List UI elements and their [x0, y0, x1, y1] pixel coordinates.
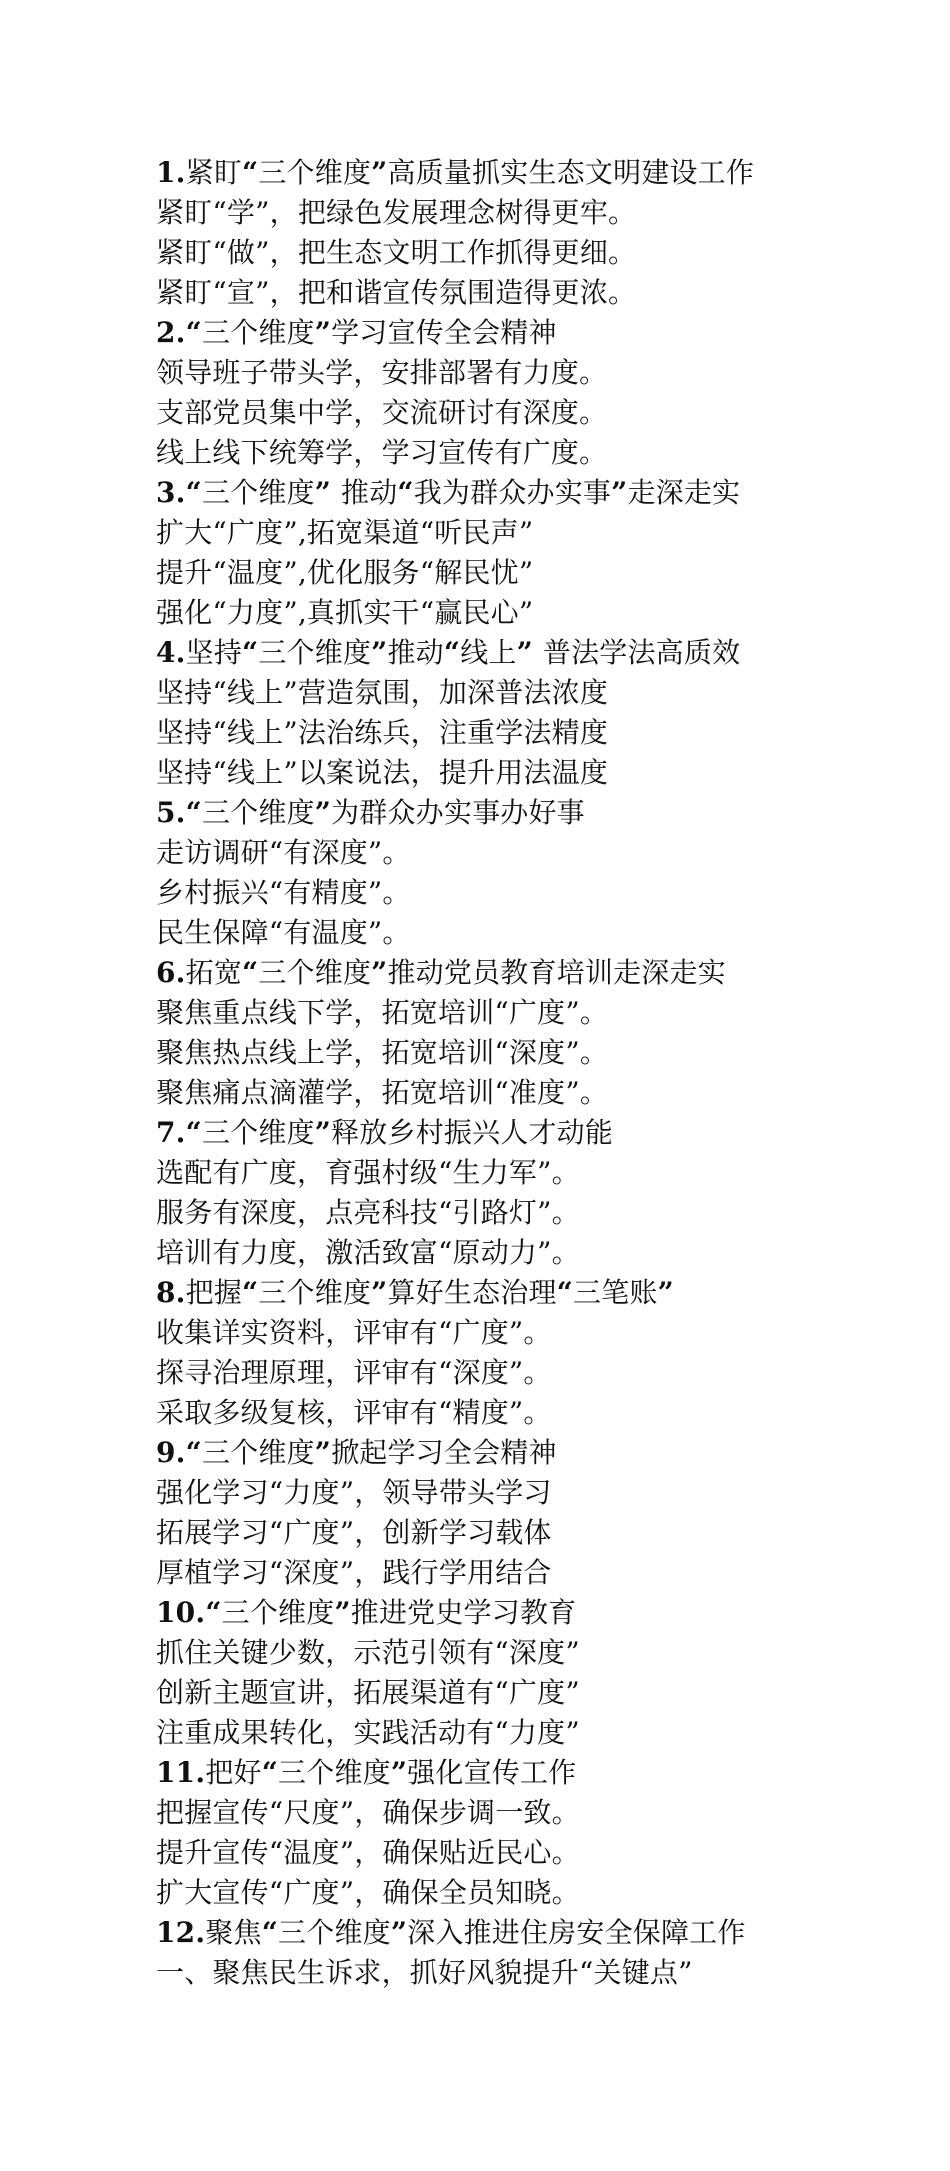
section-item: 探寻治理原理，评审有“深度”。	[156, 1356, 552, 1389]
heading-segment: ”	[371, 956, 388, 989]
heading-segment: 三个维度	[201, 316, 315, 349]
heading-segment: 6.	[156, 956, 186, 989]
section-heading	[156, 1753, 916, 1793]
heading-segment: 高质量抓实生态文明建设工作	[387, 156, 755, 189]
section-heading	[156, 1273, 916, 1313]
heading-segment: ”	[334, 1596, 351, 1629]
heading-segment: 学习宣传全会精神	[331, 316, 557, 349]
section-item: 坚持“线上”以案说法，提升用法温度	[156, 756, 609, 789]
section-item: 强化学习“力度”，领导带头学习	[156, 1476, 552, 1509]
section-item: 坚持“线上”法治练兵，注重学法精度	[156, 716, 609, 749]
heading-segment: 8.	[156, 1276, 186, 1309]
heading-segment: 三个维度	[258, 956, 372, 989]
section-item: 采取多级复核，评审有“精度”。	[156, 1396, 552, 1429]
heading-segment: 推动党员教育培训走深走实	[387, 956, 726, 989]
heading-segment: “	[397, 476, 414, 509]
section-heading	[156, 953, 916, 993]
section-item: 扩大“广度”,拓宽渠道“听民声”	[156, 516, 534, 549]
section-item: 走访调研“有深度”。	[156, 836, 411, 869]
section-item: 厚植学习“深度”，践行学用结合	[156, 1556, 552, 1589]
heading-segment: 把握	[185, 1276, 243, 1309]
heading-segment: 三个维度	[221, 1596, 335, 1629]
heading-segment: “	[242, 1276, 259, 1309]
heading-segment: “	[242, 956, 259, 989]
heading-segment: “	[443, 636, 461, 669]
section-item: 提升“温度”,优化服务“解民忧”	[156, 556, 534, 589]
heading-segment: 深入推进住房安全保障工作	[407, 1916, 746, 1949]
heading-segment: 11.	[156, 1756, 206, 1789]
heading-segment: “	[556, 1276, 573, 1309]
heading-segment: “	[242, 156, 259, 189]
heading-segment: ”	[371, 1276, 388, 1309]
section-item: 培训有力度，激活致富“原动力”。	[156, 1236, 580, 1269]
heading-segment: ”	[314, 1116, 332, 1149]
heading-segment: ”	[516, 636, 543, 669]
section-item: 扩大宣传“广度”，确保全员知晓。	[156, 1876, 580, 1909]
heading-segment: 拓宽	[185, 956, 243, 989]
section-item: 紧盯“宣”，把和谐宣传氛围造得更浓。	[156, 276, 637, 309]
section-item: 拓展学习“广度”，创新学习载体	[156, 1516, 552, 1549]
section-item: 选配有广度，育强村级“生力军”。	[156, 1156, 580, 1189]
heading-segment: 紧盯	[185, 156, 243, 189]
section-heading	[156, 153, 916, 193]
section-item: 提升宣传“温度”，确保贴近民心。	[156, 1836, 580, 1869]
section-item: 聚焦重点线下学，拓宽培训“广度”。	[156, 996, 609, 1029]
section-heading	[156, 313, 916, 353]
heading-segment: 三个维度	[201, 1436, 315, 1469]
section-item: 支部党员集中学，交流研讨有深度。	[156, 396, 608, 429]
heading-segment: ”	[314, 796, 332, 829]
section-item: 聚焦痛点滴灌学，拓宽培训“准度”。	[156, 1076, 609, 1109]
section-item: 线上线下统筹学，学习宣传有广度。	[156, 436, 608, 469]
heading-segment: ”	[390, 1756, 408, 1789]
section-heading	[156, 1913, 916, 1953]
heading-segment: 5.“	[156, 796, 202, 829]
section-item: 领导班子带头学，安排部署有力度。	[156, 356, 608, 389]
heading-segment: ”	[611, 476, 628, 509]
heading-segment: 推动	[341, 476, 398, 509]
section-item: 一、聚焦民生诉求，抓好风貌提升“关键点”	[156, 1956, 693, 1989]
section-heading	[156, 1433, 916, 1473]
heading-segment: ”	[371, 156, 388, 189]
section-item: 抓住关键少数，示范引领有“深度”	[156, 1636, 580, 1669]
heading-segment: ”	[390, 1916, 408, 1949]
heading-segment: 12.	[156, 1916, 206, 1949]
section-item: 强化“力度”,真抓实干“赢民心”	[156, 596, 534, 629]
heading-segment: 三个维度	[201, 796, 315, 829]
heading-segment: “	[261, 1756, 279, 1789]
document-body	[156, 153, 916, 1993]
heading-segment: 走深走实	[627, 476, 741, 509]
heading-segment: 2.“	[156, 316, 202, 349]
heading-segment: 三个维度	[278, 1756, 391, 1789]
heading-segment: 4.	[156, 636, 186, 669]
heading-segment: 三个维度	[258, 636, 372, 669]
heading-segment: 3.“	[156, 476, 202, 509]
heading-segment: “	[242, 636, 259, 669]
heading-segment: 释放乡村振兴人才动能	[331, 1116, 614, 1149]
section-item: 紧盯“做”，把生态文明工作抓得更细。	[156, 236, 637, 269]
heading-segment: 三个维度	[201, 1116, 315, 1149]
section-item: 民生保障“有温度”。	[156, 916, 411, 949]
heading-segment: ”	[371, 636, 388, 669]
heading-segment: 掀起学习全会精神	[331, 1436, 557, 1469]
section-item: 乡村振兴“有精度”。	[156, 876, 411, 909]
section-item: 坚持“线上”营造氛围，加深普法浓度	[156, 676, 609, 709]
heading-segment: 为群众办实事办好事	[331, 796, 585, 829]
heading-segment: ”	[314, 316, 332, 349]
heading-segment: 普法学法高质效	[542, 636, 741, 669]
heading-segment: 强化宣传工作	[407, 1756, 577, 1789]
heading-segment: 7.“	[156, 1116, 202, 1149]
heading-segment: 推进党史学习教育	[350, 1596, 577, 1629]
section-item: 服务有深度，点亮科技“引路灯”。	[156, 1196, 580, 1229]
heading-segment: “	[261, 1916, 279, 1949]
section-item: 聚焦热点线上学，拓宽培训“深度”。	[156, 1036, 609, 1069]
heading-segment: 线上	[460, 636, 517, 669]
section-item: 创新主题宣讲，拓展渠道有“广度”	[156, 1676, 580, 1709]
heading-segment: 三个维度	[258, 1276, 372, 1309]
heading-segment: 1.	[156, 156, 186, 189]
heading-segment: 坚持	[185, 636, 243, 669]
section-item: 把握宣传“尺度”，确保步调一致。	[156, 1796, 580, 1829]
section-heading	[156, 473, 916, 513]
heading-segment: 我为群众办实事	[413, 476, 612, 509]
heading-segment: ”	[314, 476, 342, 509]
heading-segment: 三个维度	[278, 1916, 391, 1949]
section-heading	[156, 793, 916, 833]
heading-segment: 聚焦	[205, 1916, 262, 1949]
section-item: 紧盯“学”，把绿色发展理念树得更牢。	[156, 196, 637, 229]
heading-segment: ”	[657, 1276, 674, 1309]
heading-segment: 三笔账	[573, 1276, 658, 1309]
section-item: 注重成果转化，实践活动有“力度”	[156, 1716, 580, 1749]
section-heading	[156, 633, 916, 673]
section-item: 收集详实资料，评审有“广度”。	[156, 1316, 552, 1349]
heading-segment: 三个维度	[258, 156, 372, 189]
section-heading	[156, 1113, 916, 1153]
heading-segment: 三个维度	[201, 476, 315, 509]
heading-segment: 算好生态治理	[387, 1276, 557, 1309]
section-heading	[156, 1593, 916, 1633]
heading-segment: 把好	[205, 1756, 262, 1789]
heading-segment: 10.“	[156, 1596, 222, 1629]
heading-segment: 推动	[387, 636, 444, 669]
heading-segment: ”	[314, 1436, 332, 1469]
heading-segment: 9.“	[156, 1436, 202, 1469]
